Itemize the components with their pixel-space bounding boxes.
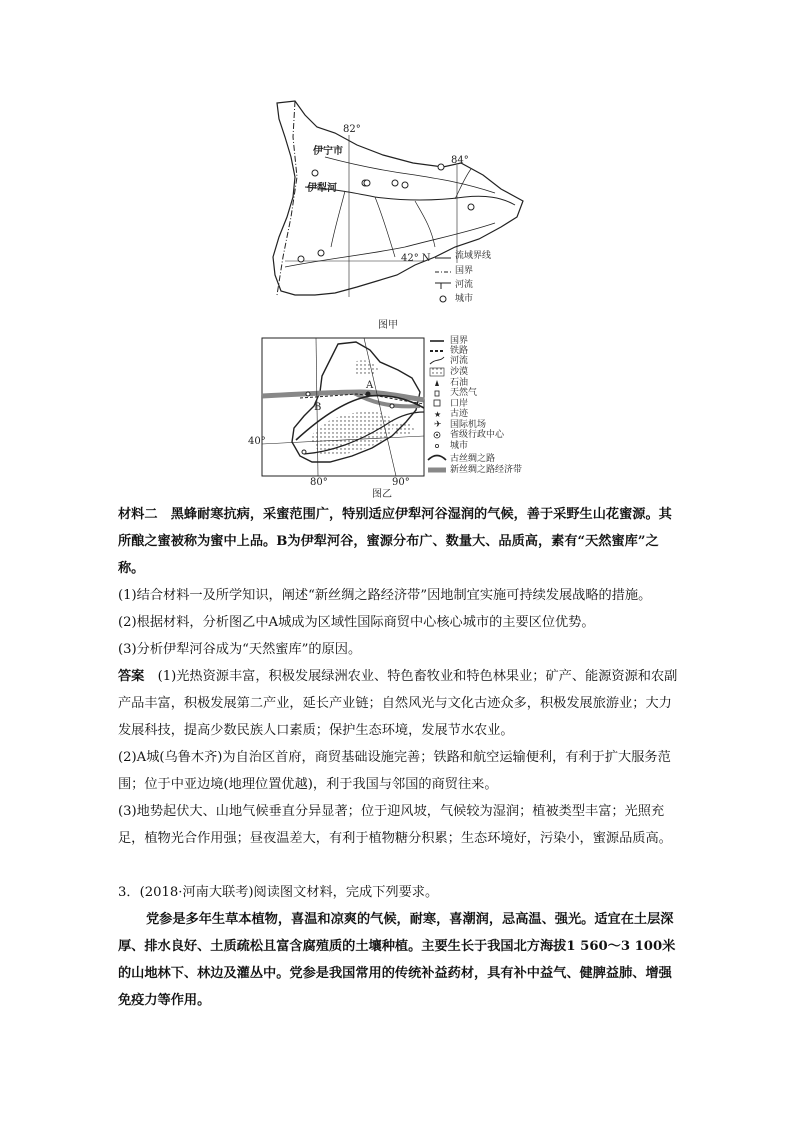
label-yining: 伊宁市 bbox=[313, 146, 343, 157]
legend-city-sym bbox=[435, 444, 438, 447]
label-lon-84: 84° bbox=[451, 155, 469, 166]
figure-b-caption: 图乙 bbox=[372, 489, 392, 500]
answer-1: (1)光热资源丰富，积极发展绿洲农业、特色畜牧业和特色林果业；矿产、能源资源和农副产品丰富，积极发展第二产业，延长产业链；自然风光与文化古迹众多，积极发展旅游业；大力发展科技，提高少数民族人口素质；保护生态环境，发展节水农业。 bbox=[118, 669, 678, 738]
city-a-marker bbox=[366, 392, 371, 397]
material-two: 材料二 黑蜂耐寒抗病，采蜜范围广，特别适应伊犁河谷湿润的气候，善于采野生山花蜜源。其所酿之蜜被称为蜜中上品。B为伊犁河谷，蜜源分布广、数量大、品质高，素有“天然蜜库”之称。 bbox=[118, 507, 672, 576]
question-1: (1)结合材料一及所学知识，阐述“新丝绸之路经济带”因地制宜实施可持续发展战略的措施。 bbox=[118, 588, 652, 603]
legend-desert-sym bbox=[430, 368, 444, 376]
city-marker bbox=[298, 256, 304, 262]
answer-1-block bbox=[118, 663, 678, 744]
legend-label: 铁路 bbox=[450, 346, 469, 356]
answer-2: (2)A城(乌鲁木齐)为自治区首府，商贸基础设施完善；铁路和航空运输便利，有利于扩大服务范围；位于中亚边境(地理位置优越)，利于我国与邻国的商贸往来。 bbox=[118, 750, 671, 792]
legend-label: 国界 bbox=[450, 336, 469, 346]
legend-capital-sym-inner bbox=[436, 434, 438, 436]
legend-river-sym bbox=[430, 357, 444, 364]
legend-label: 口岸 bbox=[450, 399, 469, 409]
material-dangshen: 党参是多年生草本植物，喜温和凉爽的气候，耐寒，喜潮润，忌高温、强光。适宜在土层深厚、排水良好、土质疏松且富含腐殖质的土壤种植。主要生长于我国北方海拔1 560～3 100米的山地林下、林边及灌丛中。党参是我国常用的传统补益药材，具有补中益气、健脾益肺、增强免疫力等作用。 bbox=[118, 912, 676, 1008]
label-lon-90: 90° bbox=[392, 477, 410, 488]
river-trib-1 bbox=[375, 197, 395, 257]
question-3: (3)分析伊犁河谷成为“天然蜜库”的原因。 bbox=[118, 642, 362, 657]
label-lat-42: 42° N bbox=[401, 253, 431, 264]
city-marker bbox=[392, 180, 398, 186]
legend-river-label: 河流 bbox=[455, 280, 474, 290]
legend-label: 河流 bbox=[450, 356, 469, 366]
ili-valley-map bbox=[265, 97, 530, 329]
legend-label: 新丝绸之路经济带 bbox=[450, 465, 523, 475]
legend-label: 天然气 bbox=[450, 388, 478, 398]
city-marker bbox=[390, 404, 394, 408]
city-marker bbox=[318, 250, 324, 256]
city-marker bbox=[468, 204, 474, 210]
legend-label: 古丝绸之路 bbox=[450, 454, 496, 464]
basin-boundary bbox=[273, 101, 523, 295]
legend-ancient-road-sym bbox=[428, 456, 446, 461]
figure-b-map bbox=[248, 336, 535, 500]
figure-a-map bbox=[265, 97, 530, 329]
answer-3: (3)地势起伏大、山地气候垂直分异显著；位于迎风坡，气候较为湿润；植被类型丰富；光照充足，植物光合作用强；昼夜温差大，有利于植物糖分积累；生态环境好，污染小，蜜源品质高。 bbox=[118, 804, 672, 846]
desert-junggar bbox=[354, 360, 378, 376]
legend-label: 省级行政中心 bbox=[450, 430, 505, 440]
legend-city-dot bbox=[440, 296, 446, 302]
legend-river-line bbox=[435, 283, 451, 289]
question-2: (2)根据材料，分析图乙中A城成为区域性国际商贸中心核心城市的主要区位优势。 bbox=[118, 615, 595, 630]
question-heading-3: 3．(2018·河南大联考)阅读图文材料，完成下列要求。 bbox=[118, 885, 439, 900]
label-ili-river: 伊犁河 bbox=[307, 183, 337, 194]
legend-oil-sym bbox=[435, 380, 439, 386]
city-marker bbox=[364, 180, 370, 186]
city-marker bbox=[312, 170, 318, 176]
legend-label: 石油 bbox=[450, 378, 469, 388]
legend-border-label: 国界 bbox=[455, 266, 474, 276]
legend-label: 古迹 bbox=[450, 409, 469, 419]
legend-relic-sym: ★ bbox=[434, 410, 442, 419]
label-area-b: B bbox=[314, 402, 322, 413]
city-marker bbox=[302, 450, 306, 454]
legend-gas-sym bbox=[435, 391, 439, 396]
legend-airport-sym: ✈ bbox=[434, 420, 442, 430]
legend-label: 国际机场 bbox=[450, 420, 487, 430]
figure-a-caption: 图甲 bbox=[378, 320, 398, 331]
river-trib-3 bbox=[331, 191, 345, 247]
label-lat-40: 40° bbox=[248, 436, 266, 447]
city-marker bbox=[438, 164, 444, 170]
answer-label: 答案 bbox=[118, 669, 145, 684]
city-marker bbox=[306, 392, 310, 396]
city-marker bbox=[402, 182, 408, 188]
label-city-a: A bbox=[366, 380, 374, 391]
national-border bbox=[277, 101, 297, 295]
legend-basin-label: 流域界线 bbox=[455, 251, 492, 261]
legend-label: 城市 bbox=[450, 441, 469, 451]
desert-kumtag bbox=[394, 422, 414, 436]
legend-city-label: 城市 bbox=[455, 294, 474, 304]
legend-label: 沙漠 bbox=[450, 367, 469, 377]
label-lon-80: 80° bbox=[310, 477, 328, 488]
legend-port-sym bbox=[434, 400, 440, 406]
label-lon-82: 82° bbox=[343, 124, 361, 135]
